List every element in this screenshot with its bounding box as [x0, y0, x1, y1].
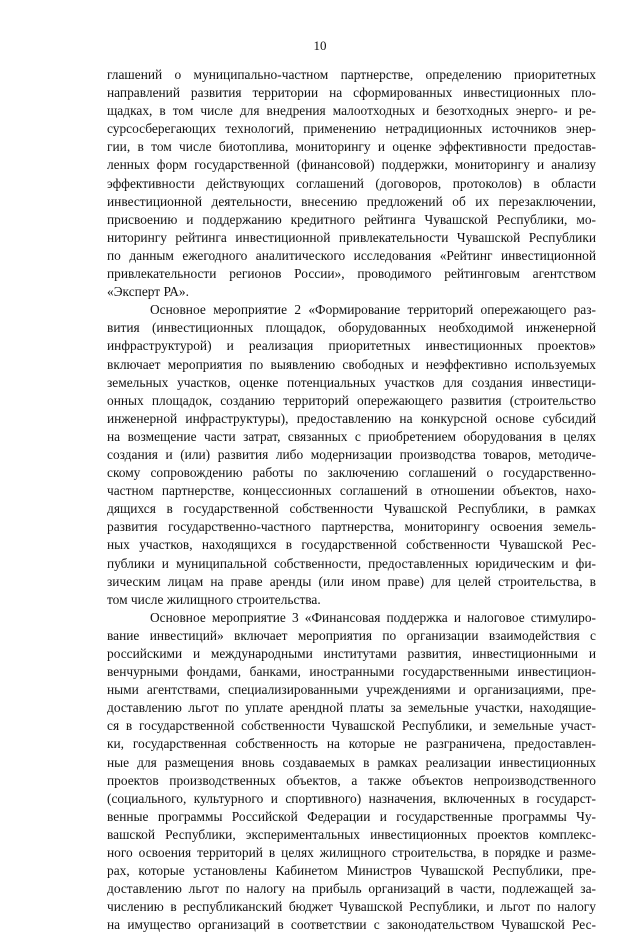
text-line: щадках, в том числе для внедрения малоотходных и безотходных энерго- и ре-	[107, 103, 596, 119]
text-line: доставлению льгот по уплате арендной платы за земельные участки, находящие-	[107, 700, 596, 716]
text-line: публики и муниципальной собственности, предоставленных юридическим и фи-	[107, 555, 596, 571]
text-line: вития (инвестиционных площадок, оборудованных необходимой инженерной	[107, 320, 596, 336]
text-line: частном партнерстве, концессионных соглашений в отношении объектов, нахо-	[107, 483, 596, 499]
text-line: эффективности действующих соглашений (договоров, протоколов) в области	[107, 175, 596, 191]
text-line: венчурными фондами, банками, иностранными государственными инвестицион-	[107, 664, 596, 680]
text-line: ниторингу рейтинга инвестиционной привлекательности Чувашской Республики	[107, 229, 596, 245]
text-line: вание инвестиций» включает мероприятия по организации взаимодействия с	[107, 627, 596, 643]
text-line: Основное мероприятие 3 «Финансовая поддержка и налоговое стимулиро-	[150, 609, 596, 625]
paragraph	[107, 66, 596, 301]
text-line: венные программы Российской Федерации и государственные программы Чу-	[107, 808, 596, 824]
text-line: направлений развития территории на сформированных инвестиционных пло-	[107, 85, 596, 101]
text-line: привлекательности регионов России», проводимого рейтинговым агентством	[107, 266, 596, 282]
text-line: доставлению льгот по налогу на прибыль организаций в части, подлежащей за-	[107, 881, 596, 897]
text-line: развития государственно-частного партнерства, мониторингу освоения земель-	[107, 519, 596, 535]
text-line: ные для размещения вновь создаваемых в рамках реализации инвестиционных	[107, 754, 596, 770]
page-number: 10	[313, 38, 327, 53]
text-line: ными агентствами, специализированными учреждениями и организациями, пре-	[107, 682, 596, 698]
text-line: ки, государственная собственность на которые не разграничена, предоставлен-	[107, 736, 596, 752]
text-line: ленных форм государственной (финансовой) поддержки, мониторингу и анализу	[107, 157, 596, 173]
text-line: том числе жилищного строительства.	[107, 591, 321, 607]
text-line: дящихся в государственной собственности Чувашской Республики, в рамках	[107, 501, 596, 517]
text-line: ных участков, находящихся в государственной собственности Чувашской Рес-	[107, 537, 596, 553]
text-line: присвоению и поддержанию кредитного рейтинга Чувашской Республики, мо-	[107, 211, 596, 227]
text-line: инвестиционной деятельности, внесению предложений об их перезаключении,	[107, 193, 596, 209]
text-line: инженерной инфраструктуры), предоставлению на конкурсной основе субсидий	[107, 410, 596, 426]
paragraph	[107, 301, 596, 609]
text-line: инфраструктурой) и реализация приоритетных инвестиционных проектов»	[107, 338, 596, 354]
text-line: ного освоения территорий в целях жилищного строительства, в порядке и разме-	[107, 845, 596, 861]
text-line: онных площадок, созданию территорий опережающего развития (строительство	[107, 392, 596, 408]
text-line: создания и (или) развития либо модернизации производства товаров, методиче-	[107, 446, 596, 462]
text-line: числению в республиканский бюджет Чувашской Республики, и льгот по налогу	[107, 899, 596, 915]
text-line: «Эксперт РА».	[107, 284, 189, 300]
text-line: скому сопровождению работы по заключению соглашений о государственно-	[107, 465, 596, 481]
text-line: зическим лицам на праве аренды (или ином праве) для целей строительства, в	[107, 573, 596, 589]
text-line: проектов производственных объектов, а также объектов непроизводственного	[107, 772, 596, 788]
text-line: Основное мероприятие 2 «Формирование территорий опережающего раз-	[150, 302, 596, 318]
text-line: вашской Республики, экспериментальных инвестиционных проектов комплекс-	[107, 826, 596, 842]
text-line: на возмещение части затрат, связанных с приобретением оборудования в целях	[107, 428, 596, 444]
text-line: глашений о муниципально-частном партнерстве, определению приоритетных	[107, 67, 596, 82]
text-line: включает мероприятия по выявлению свободных и неэффективно используемых	[107, 356, 596, 372]
text-line: сурсосберегающих технологий, применению нетрадиционных источников энер-	[107, 121, 596, 137]
paragraph	[107, 609, 596, 935]
text-line: земельных участков, оценке потенциальных участков для создания инвестици-	[107, 374, 596, 390]
text-line: на имущество организаций в соответствии с законодательством Чувашской Рес-	[107, 917, 596, 933]
text-line: по данным ежегодного аналитического исследования «Рейтинг инвестиционной	[107, 247, 596, 263]
text-line: рах, которые установлены Кабинетом Министров Чувашской Республики, пре-	[107, 863, 596, 879]
text-line: (социального, культурного и спортивного) назначения, включенных в государст-	[107, 790, 596, 806]
text-line: российскими и международными институтами развития, инвестиционными и	[107, 646, 596, 661]
text-line: гии, в том числе биотоплива, мониторингу и оценке эффективности предостав-	[107, 139, 596, 155]
text-line: ся в государственной собственности Чувашской Республики, и земельные участ-	[107, 718, 596, 734]
document-body	[107, 66, 596, 935]
